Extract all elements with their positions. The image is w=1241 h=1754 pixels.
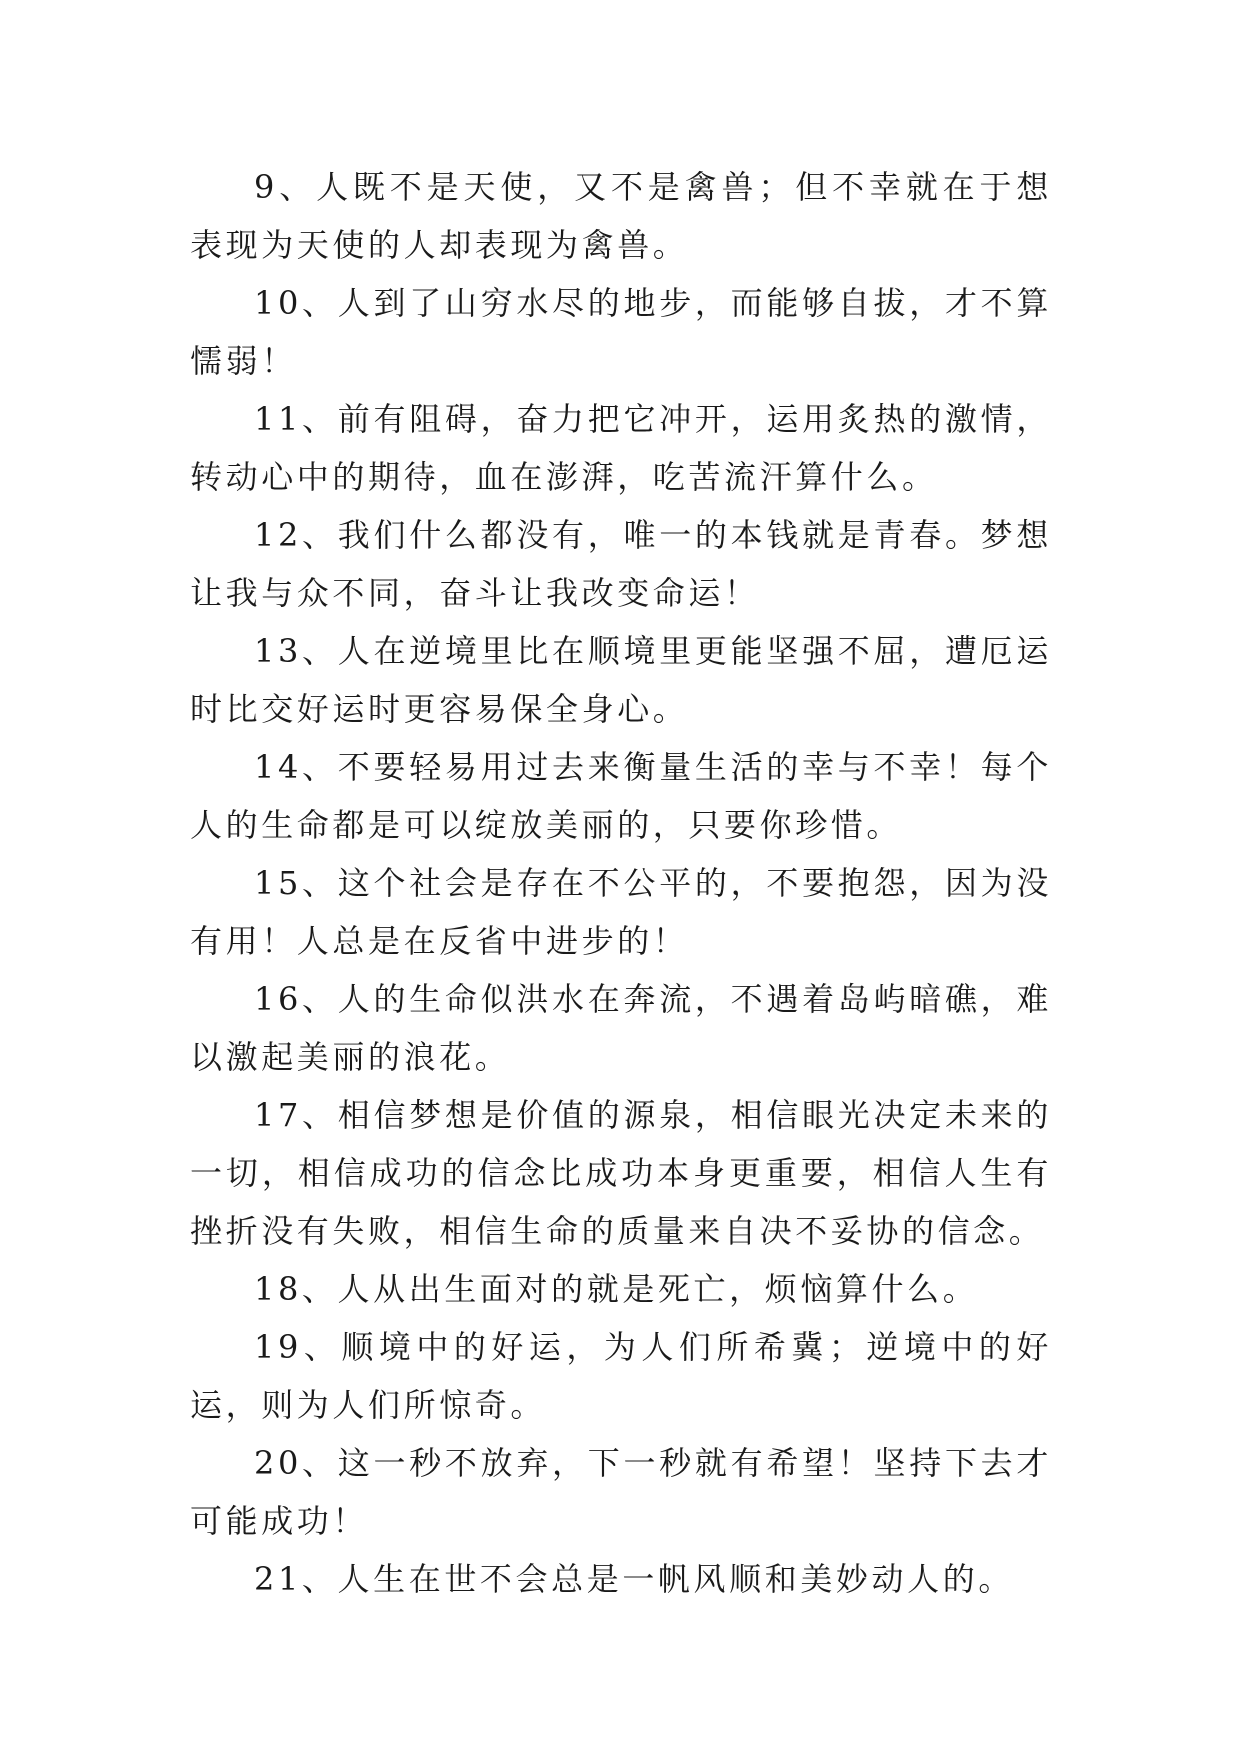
paragraph-18: 18、人从出生面对的就是死亡，烦恼算什么。 [254,1270,979,1308]
paragraph-21: 21、人生在世不会总是一帆风顺和美妙动人的。 [254,1560,1014,1598]
paragraph-19: 19、顺境中的好运，为人们所希冀；逆境中的好运，则为人们所惊奇。 [190,1328,1052,1424]
paragraph-16: 16、人的生命似洪水在奔流，不遇着岛屿暗礁，难以激起美丽的浪花。 [190,980,1052,1076]
paragraph-20: 20、这一秒不放弃，下一秒就有希望！坚持下去才可能成功！ [190,1444,1052,1540]
paragraph-13: 13、人在逆境里比在顺境里更能坚强不屈，遭厄运时比交好运时更容易保全身心。 [190,632,1052,728]
paragraph-9: 9、人既不是天使，又不是禽兽；但不幸就在于想表现为天使的人却表现为禽兽。 [190,168,1052,264]
paragraph-12: 12、我们什么都没有，唯一的本钱就是青春。梦想让我与众不同，奋斗让我改变命运！ [190,516,1052,612]
paragraph-15: 15、这个社会是存在不公平的，不要抱怨，因为没有用！人总是在反省中进步的！ [190,864,1052,960]
paragraph-11: 11、前有阻碍，奋力把它冲开，运用炙热的激情，转动心中的期待，血在澎湃，吃苦流汗算什么。 [190,400,1052,496]
paragraph-10: 10、人到了山穷水尽的地步，而能够自拔，才不算懦弱！ [190,284,1052,380]
paragraph-17: 17、相信梦想是价值的源泉，相信眼光决定未来的一切，相信成功的信念比成功本身更重要，相信人生有挫折没有失败，相信生命的质量来自决不妥协的信念。 [190,1096,1052,1250]
paragraph-14: 14、不要轻易用过去来衡量生活的幸与不幸！每个人的生命都是可以绽放美丽的，只要你珍惜。 [190,748,1052,844]
document-body [190,158,1052,1608]
